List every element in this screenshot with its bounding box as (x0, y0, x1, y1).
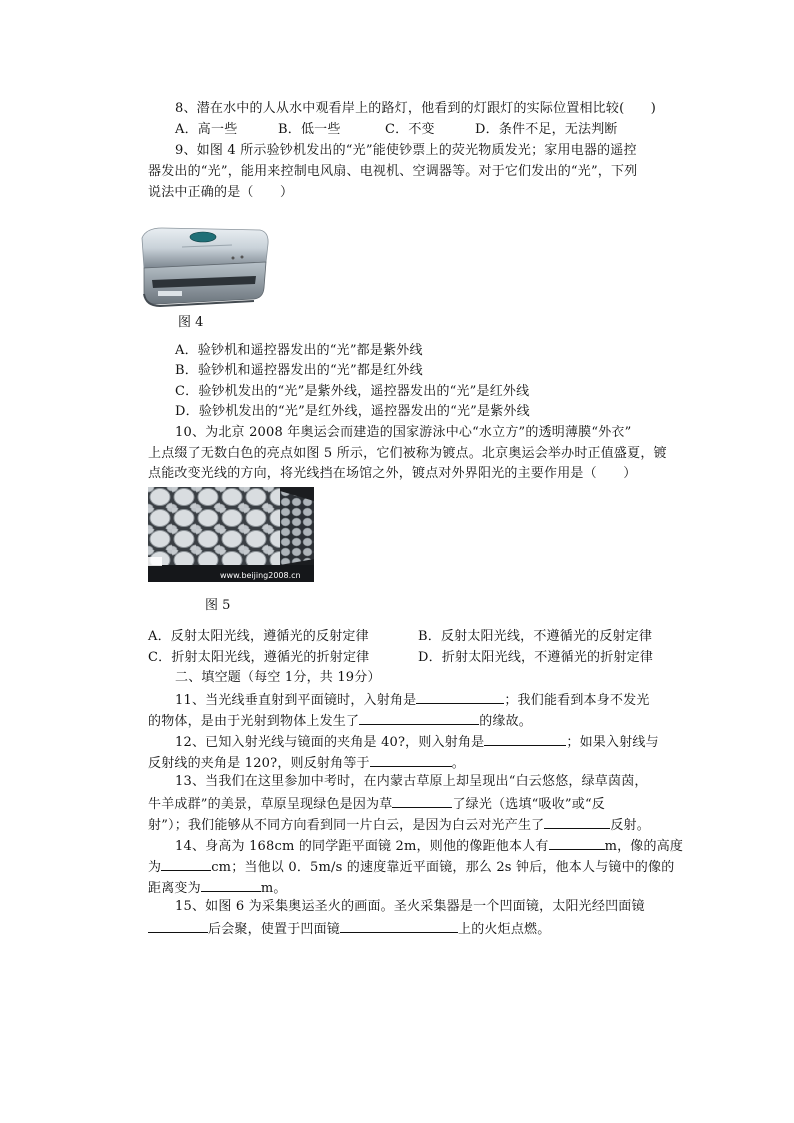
q12-blank-1[interactable] (484, 731, 566, 746)
q14-line-1 (175, 835, 683, 857)
q14-text-2: m，像的高度 (604, 839, 684, 854)
q10-option-d: D．折射太阳光线，不遵循光的折射定律 (418, 650, 654, 665)
q12-line-1 (175, 731, 659, 753)
q14-blank-2[interactable] (161, 856, 211, 871)
q14-text-6: m。 (260, 881, 287, 896)
q11-blank-2[interactable] (359, 710, 479, 725)
q11-line-1 (175, 689, 650, 711)
q14-blank-3[interactable] (201, 877, 261, 892)
q10-option-b: B．反射太阳光线，不遵循光的反射定律 (418, 629, 653, 644)
q13-line-2 (148, 793, 605, 815)
q12-blank-2[interactable] (370, 752, 452, 767)
figure-5-water-cube-image (148, 487, 314, 582)
q11-text-4: 的缘故。 (479, 714, 533, 729)
q8-option-a: A．高一些 (175, 122, 238, 137)
q12-text-1: 12、已知入射光线与镜面的夹角是 40?，则入射角是 (175, 735, 485, 750)
q9-option-b: B．验钞机和遥控器发出的“光”都是红外线 (175, 363, 423, 378)
q11-text-1: 11、当光线垂直射到平面镜时，入射角是 (175, 693, 417, 708)
q11-line-2 (148, 710, 532, 732)
q14-text-3: 为 (148, 860, 162, 875)
q15-blank-1[interactable] (148, 918, 208, 933)
q15-text-3: 上的火炬点燃。 (458, 922, 551, 937)
q12-line-2 (148, 752, 465, 774)
q10-line-2: 上点缀了无数白色的亮点如图 5 所示，它们被称为镀点。北京奥运会举办时正值盛夏，镀 (148, 446, 667, 461)
q10-option-c: C．折射太阳光线，遵循光的折射定律 (148, 650, 370, 665)
q15-blank-2[interactable] (340, 918, 458, 933)
q14-blank-1[interactable] (549, 835, 605, 850)
q13-text-3: 了绿光（选填“吸收”或“反 (452, 797, 605, 812)
figure-5-watermark: www.beijing2008.cn (220, 571, 301, 580)
q14-text-5: 距离变为 (148, 881, 201, 896)
q10-line-1: 10、为北京 2008 年奥运会而建造的国家游泳中心“水立方”的透明薄膜“外衣” (175, 425, 632, 440)
q14-line-3 (148, 877, 287, 899)
q11-text-2: ；我们能看到本身不发光 (504, 693, 650, 708)
q8-option-d: D．条件不足，无法判断 (475, 122, 618, 137)
q9-line-1: 9、如图 4 所示验钞机发出的“光”能使钞票上的荧光物质发光；家用电器的遥控 (175, 143, 637, 158)
figure-5-caption: 图 5 (205, 598, 231, 613)
q11-text-3: 的物体，是由于光射到物体上发生了 (148, 714, 360, 729)
q12-text-2: ；如果入射线与 (566, 735, 659, 750)
q10-line-3: 点能改变光线的方向，将光线挡在场馆之外，镀点对外界阳光的主要作用是（ ） (148, 466, 637, 481)
q13-line-1: 13、当我们在这里参加中考时，在内蒙古草原上却呈现出“白云悠悠，绿草茵茵， (175, 774, 648, 789)
q13-line-3 (148, 814, 650, 836)
q14-text-1: 14、身高为 168cm 的同学距平面镜 2m，则他的像距他本人有 (175, 839, 549, 854)
section-2-title: 二、填空题（每空 1分，共 19分） (175, 670, 381, 685)
q13-text-2: 牛羊成群”的美景，草原呈现绿色是因为草 (148, 797, 393, 812)
q13-text-4: 射”）；我们能够从不同方向看到同一片白云，是因为白云对光产生了 (148, 818, 545, 833)
q9-line-2: 器发出的“光”，能用来控制电风扇、电视机、空调器等。对于它们发出的“光”，下列 (148, 164, 638, 179)
q13-blank-1[interactable] (392, 793, 452, 808)
q8-stem: 8、潜在水中的人从水中观看岸上的路灯，他看到的灯跟灯的实际位置相比较( ) (175, 101, 657, 116)
q11-blank-1[interactable] (416, 689, 504, 704)
q8-option-b: B．低一些 (278, 122, 341, 137)
q13-blank-2[interactable] (544, 814, 610, 829)
figure-4-money-detector-image (136, 222, 272, 312)
q12-text-4: 。 (451, 756, 465, 771)
q15-line-1: 15、如图 6 为采集奥运圣火的画面。圣火采集器是一个凹面镜，太阳光经凹面镜 (175, 899, 645, 914)
q10-option-a: A．反射太阳光线，遵循光的反射定律 (148, 629, 369, 644)
q9-option-c: C．验钞机发出的“光”是紫外线，遥控器发出的“光”是红外线 (175, 384, 530, 399)
q9-option-d: D．验钞机发出的“光”是红外线，遥控器发出的“光”是紫外线 (175, 404, 530, 419)
q15-line-2 (148, 918, 550, 940)
q9-line-3: 说法中正确的是（ ） (148, 185, 294, 200)
q14-text-4: cm；当他以 0．5m/s 的速度靠近平面镜，那么 2s 钟后，他本人与镜中的像的 (211, 860, 675, 875)
q14-line-2 (148, 856, 674, 878)
q9-option-a: A．验钞机和遥控器发出的“光”都是紫外线 (175, 343, 423, 358)
q8-option-c: C．不变 (385, 122, 435, 137)
q15-text-2: 后会聚，使置于凹面镜 (208, 922, 341, 937)
q13-text-5: 反射。 (610, 818, 650, 833)
q12-text-3: 反射线的夹角是 120?，则反射角等于 (148, 756, 370, 771)
figure-4-caption: 图 4 (178, 315, 204, 330)
